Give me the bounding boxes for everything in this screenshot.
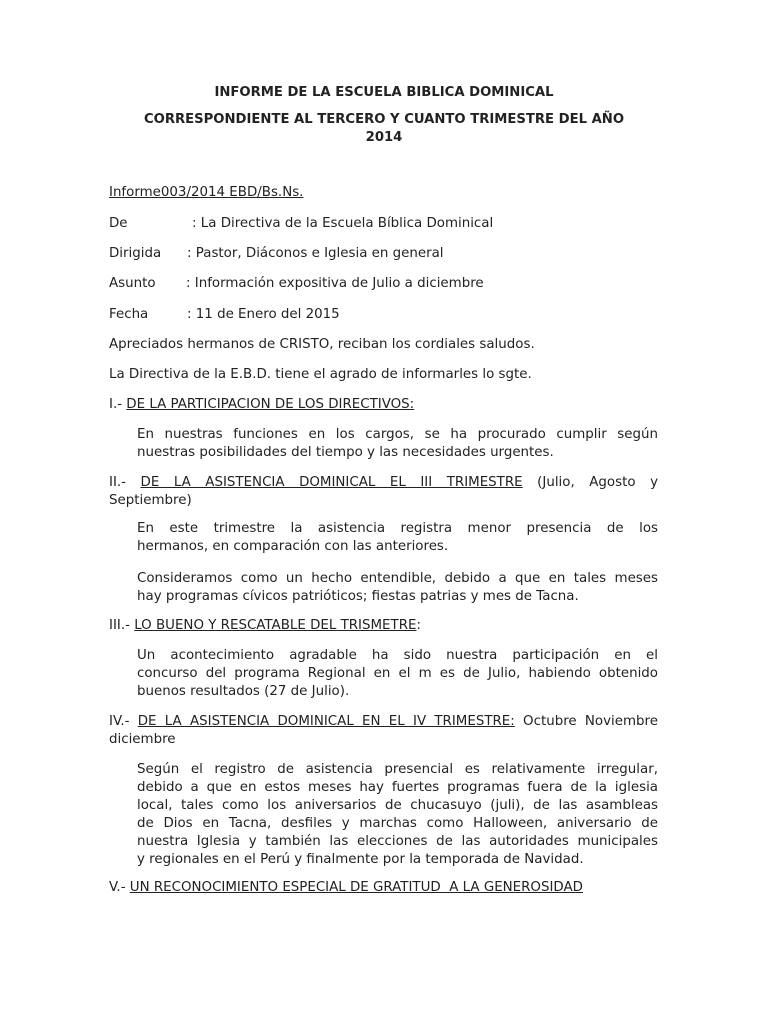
section-3-paragraph bbox=[137, 647, 658, 701]
section-months: Octubre Noviembre bbox=[514, 714, 658, 729]
field-de bbox=[109, 215, 493, 233]
section-title: UN RECONOCIMIENTO ESPECIAL DE GRATITUD A LA GENEROSIDAD bbox=[129, 880, 583, 895]
paragraph-line: Consideramos como un hecho entendible, debido a que en tales meses bbox=[137, 571, 658, 586]
paragraph-line: local, tales como los aniversarios de chucasuyo (juli), de las asambleas bbox=[137, 798, 658, 813]
section-4-paragraph bbox=[137, 761, 658, 869]
section-title: LO BUENO Y RESCATABLE DEL TRISMETRE bbox=[134, 618, 417, 633]
field-asunto bbox=[109, 275, 484, 293]
section-number: II.- bbox=[109, 475, 141, 490]
section-title: DE LA PARTICIPACION DE LOS DIRECTIVOS: bbox=[126, 397, 415, 412]
paragraph-line: nuestras posibilidades del tiempo y las necesidades urgentes. bbox=[137, 445, 554, 460]
paragraph-line: En nuestras funciones en los cargos, se ha procurado cumplir según bbox=[137, 427, 658, 442]
heading-line bbox=[109, 713, 658, 731]
paragraph-line: nuestra Iglesia y también las elecciones de las autoridades municipales bbox=[137, 834, 658, 849]
paragraph-line: buenos resultados (27 de Julio). bbox=[137, 684, 350, 699]
paragraph-line: y regionales en el Perú y finalmente por la temporada de Navidad. bbox=[137, 852, 584, 867]
paragraph-line: de Dios en Tacna, desfiles y marchas como Halloween, aniversario de bbox=[137, 816, 658, 831]
document-subtitle-year: 2014 bbox=[365, 130, 403, 145]
field-value: : Información expositiva de Julio a diciembre bbox=[186, 276, 484, 291]
section-2-paragraph-2 bbox=[137, 570, 658, 606]
section-2-heading bbox=[109, 474, 658, 510]
section-1-heading bbox=[109, 396, 414, 414]
section-number: V.- bbox=[109, 880, 130, 895]
section-5-heading bbox=[109, 879, 583, 897]
paragraph-line: Un acontecimiento agradable ha sido nuestra participación en el bbox=[137, 648, 658, 663]
field-fecha bbox=[109, 306, 340, 324]
field-label: De bbox=[109, 216, 128, 231]
field-label: Dirigida bbox=[109, 246, 162, 261]
section-months: (Julio, Agosto y bbox=[537, 475, 658, 490]
document-subtitle: CORRESPONDIENTE AL TERCERO Y CUANTO TRIMESTRE DEL AÑO bbox=[143, 112, 625, 127]
field-value: : 11 de Enero del 2015 bbox=[187, 307, 340, 322]
document-title: INFORME DE LA ESCUELA BIBLICA DOMINICAL bbox=[214, 85, 554, 100]
paragraph-line: Según el registro de asistencia presencial es relativamente irregular, bbox=[137, 762, 658, 777]
report-reference: Informe003/2014 EBD/Bs.Ns. bbox=[109, 185, 304, 200]
intro: La Directiva de la E.B.D. tiene el agrado de informarles lo sgte. bbox=[109, 367, 532, 382]
field-label: Asunto bbox=[109, 276, 156, 291]
section-months-cont: diciembre bbox=[109, 732, 176, 747]
paragraph-line: hay programas cívicos patrióticos; fiestas patrias y mes de Tacna. bbox=[137, 589, 579, 604]
paragraph-line: hermanos, en comparación con las anteriores. bbox=[137, 539, 449, 554]
colon: : bbox=[416, 618, 421, 633]
field-value: : Pastor, Diáconos e Iglesia en general bbox=[187, 246, 444, 261]
paragraph-line: debido a que en estos meses hay fuertes programas fuera de la iglesia bbox=[137, 780, 658, 795]
field-dirigida bbox=[109, 245, 444, 263]
section-months-cont: Septiembre) bbox=[109, 493, 192, 508]
section-4-heading bbox=[109, 713, 658, 749]
section-2-paragraph-1 bbox=[137, 520, 658, 556]
section-title: DE LA ASISTENCIA DOMINICAL EN EL IV TRIMESTRE: bbox=[137, 714, 515, 729]
paragraph-line: En este trimestre la asistencia registra menor presencia de los bbox=[137, 521, 658, 536]
section-number: IV.- bbox=[109, 714, 138, 729]
field-label: Fecha bbox=[109, 307, 149, 322]
heading-line bbox=[109, 474, 658, 492]
greeting: Apreciados hermanos de CRISTO, reciban los cordiales saludos. bbox=[109, 337, 535, 352]
section-1-paragraph bbox=[137, 426, 658, 462]
section-title: DE LA ASISTENCIA DOMINICAL EL III TRIMESTRE bbox=[140, 475, 523, 490]
paragraph-line: concurso del programa Regional en el m es de Julio, habiendo obtenido bbox=[137, 666, 658, 681]
section-number: III.- bbox=[109, 618, 135, 633]
section-3-heading bbox=[109, 617, 421, 635]
section-number: I.- bbox=[109, 397, 127, 412]
field-value: : La Directiva de la Escuela Bíblica Dominical bbox=[192, 216, 494, 231]
